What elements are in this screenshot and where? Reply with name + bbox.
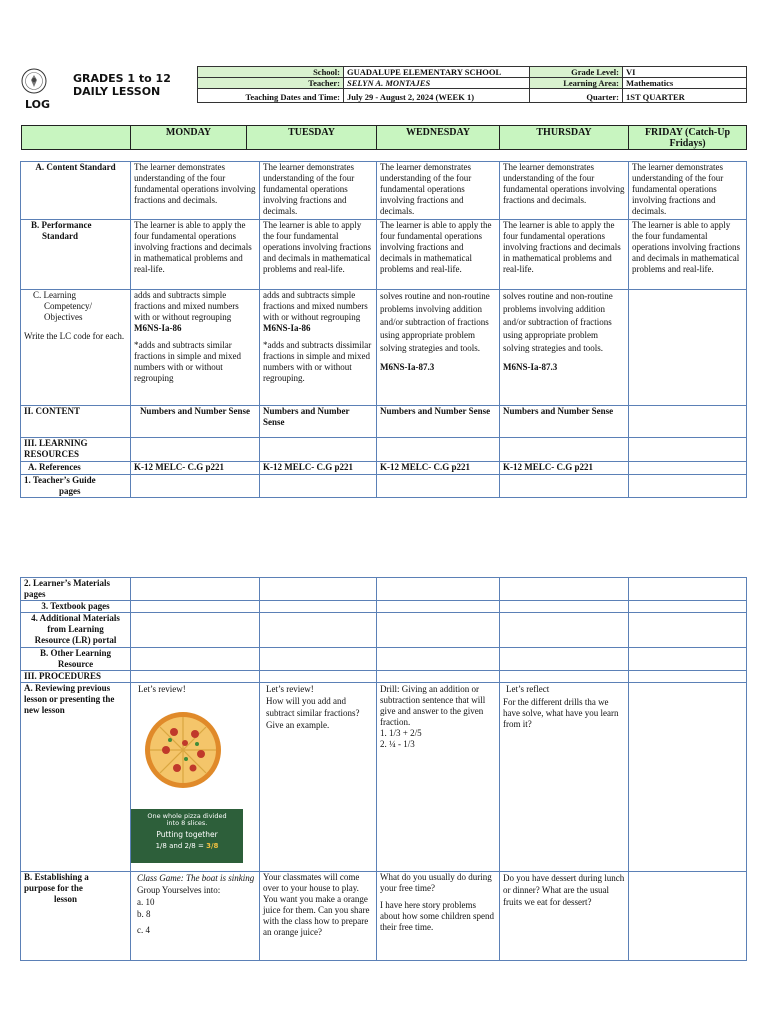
pizza-eq-result: 3/8	[206, 842, 219, 850]
teachers-guide-label-b: pages	[59, 486, 81, 496]
day-tuesday: TUESDAY	[247, 126, 377, 150]
purpose-fri	[629, 872, 747, 961]
competency-note: Write the LC code for each.	[24, 331, 125, 341]
empty-cell	[131, 601, 260, 613]
review-wed-1: 1. 1/3 + 2/5	[380, 728, 422, 738]
purpose-mon-1: Group Yourselves into:	[137, 885, 221, 895]
pizza-caption-3: Putting together	[156, 830, 218, 839]
empty-cell	[377, 438, 500, 462]
days-header	[21, 125, 747, 150]
content-thu: Numbers and Number Sense	[500, 406, 629, 438]
empty-cell	[260, 671, 377, 683]
performance-standard-wed: The learner is able to apply the four fundamental operations involving fractions and decimals in mathematical problems and real-life.	[377, 220, 500, 290]
row-content	[21, 406, 747, 438]
review-thu-b: For the different drills tha we have solve, what have you learn from it?	[503, 697, 619, 729]
dates-value: July 29 - August 2, 2024 (WEEK 1)	[344, 89, 530, 103]
competency-mon-text2: *adds and subtracts similar fractions in simple and mixed numbers with or without regrouping	[134, 340, 241, 383]
row-other-resource	[21, 648, 747, 671]
empty-cell	[377, 578, 500, 601]
day-friday: FRIDAY (Catch-Up Fridays)	[629, 126, 747, 150]
competency-wed-text: solves routine and non-routine problems involving addition and/or subtraction of fractions using appropriate problem solving strategies and tools.	[380, 291, 490, 353]
purpose-thu: Do you have dessert during lunch or dinner? What are the usual fruits we eat for dessert?	[500, 872, 629, 961]
review-wed	[377, 683, 500, 872]
row-teachers-guide	[21, 475, 747, 498]
lesson-table-page1	[20, 161, 747, 498]
empty-cell	[377, 475, 500, 498]
purpose-mon-title: Class Game: The boat is sinking	[137, 873, 255, 883]
empty-cell	[131, 438, 260, 462]
references-label: A. References	[21, 462, 131, 475]
references-wed: K-12 MELC- C.G p221	[377, 462, 500, 475]
grade-value: VI	[623, 67, 747, 78]
purpose-label-c: lesson	[54, 894, 78, 904]
procedures-label: III. PROCEDURES	[21, 671, 131, 683]
review-tue-b: How will you add and subtract similar fractions? Give an example.	[266, 696, 360, 730]
review-label: A. Reviewing previous lesson or presenting the new lesson	[21, 683, 131, 872]
pizza-equation: 1/8 and 2/8 = 3/8	[155, 842, 219, 850]
purpose-wed-b: I have here story problems about how some children spend their free time.	[380, 900, 494, 932]
content-standard-tue: The learner demonstrates understanding of the four fundamental operations involving fractions and decimals.	[260, 162, 377, 220]
performance-standard-tue: The learner is able to apply the four fundamental operations involving fractions and decimals in mathematical problems and real-life.	[260, 220, 377, 290]
other-label-b: Resource	[57, 659, 94, 669]
performance-label-b: Standard	[42, 231, 79, 241]
empty-cell	[260, 578, 377, 601]
performance-standard-label	[21, 220, 131, 290]
empty-cell	[260, 648, 377, 671]
learning-resources-label-b: RESOURCES	[24, 449, 80, 459]
empty-cell	[131, 648, 260, 671]
review-wed-2: 2. ¼ - 1/3	[380, 739, 415, 749]
content-tue: Numbers and Number Sense	[260, 406, 377, 438]
day-monday: MONDAY	[131, 126, 247, 150]
competency-thu-text: solves routine and non-routine problems involving addition and/or subtraction of fractions using appropriate problem solving strategies and tools.	[503, 291, 613, 353]
references-thu: K-12 MELC- C.G p221	[500, 462, 629, 475]
form-title	[73, 72, 171, 98]
row-competency	[21, 290, 747, 406]
additional-materials-label	[21, 613, 131, 648]
row-performance-standard	[21, 220, 747, 290]
learning-resources-label-a: III. LEARNING	[24, 438, 88, 448]
competency-fri	[629, 290, 747, 406]
grade-label: Grade Level:	[530, 67, 623, 78]
performance-standard-fri: The learner is able to apply the four fundamental operations involving fractions and decimals in mathematical problems and real-life.	[629, 220, 747, 290]
pizza-caption-1: One whole pizza divided	[147, 812, 227, 820]
empty-cell	[131, 671, 260, 683]
review-mon-text: Let’s review!	[138, 684, 186, 694]
empty-cell	[629, 601, 747, 613]
empty-cell	[260, 601, 377, 613]
learners-materials-label	[21, 578, 131, 601]
pizza-caption-2: into 8 slices.	[166, 819, 208, 827]
empty-cell	[500, 671, 629, 683]
purpose-wed	[377, 872, 500, 961]
empty-cell	[377, 671, 500, 683]
empty-cell	[629, 648, 747, 671]
empty-cell	[377, 613, 500, 648]
days-header-blank	[22, 126, 131, 150]
performance-label-a: B. Performance	[31, 220, 92, 230]
competency-label-c: Objectives	[44, 312, 83, 322]
purpose-label-a: B. Establishing a	[24, 872, 89, 882]
competency-label-cell	[21, 290, 131, 406]
content-label: II. CONTENT	[21, 406, 131, 438]
row-learners-materials	[21, 578, 747, 601]
empty-cell	[500, 438, 629, 462]
teachers-guide-label-a: 1. Teacher’s Guide	[24, 475, 96, 485]
additional-label-b: from Learning	[47, 624, 104, 634]
content-standard-wed: The learner demonstrates understanding of the four fundamental operations involving fractions and decimals.	[377, 162, 500, 220]
pizza-icon	[141, 710, 225, 790]
quarter-label: Quarter:	[530, 89, 623, 103]
title-line-3: LOG	[25, 98, 50, 111]
chalkboard-image	[131, 809, 243, 863]
area-label: Learning Area:	[530, 78, 623, 89]
other-resource-label	[21, 648, 131, 671]
row-learning-resources	[21, 438, 747, 462]
content-standard-label: A. Content Standard	[21, 162, 131, 220]
references-tue: K-12 MELC- C.G p221	[260, 462, 377, 475]
textbook-label: 3. Textbook pages	[21, 601, 131, 613]
content-standard-fri: The learner demonstrates understanding of the four fundamental operations involving fractions and decimals.	[629, 162, 747, 220]
additional-label-a: 4. Additional Materials	[31, 613, 120, 623]
competency-mon-text: adds and subtracts simple fractions and mixed numbers with or without regrouping	[134, 290, 239, 322]
row-additional-materials	[21, 613, 747, 648]
area-value: Mathematics	[623, 78, 747, 89]
other-label-a: B. Other Learning	[39, 648, 112, 658]
purpose-mon-4: c. 4	[137, 925, 150, 935]
empty-cell	[629, 671, 747, 683]
empty-cell	[500, 578, 629, 601]
pizza-image	[141, 710, 259, 793]
purpose-mon-2: a. 10	[137, 897, 155, 907]
pizza-eq-a: 1/8	[155, 842, 167, 850]
additional-label-c: Resource (LR) portal	[34, 635, 117, 645]
day-wednesday: WEDNESDAY	[377, 126, 500, 150]
day-thursday: THURSDAY	[500, 126, 629, 150]
content-mon: Numbers and Number Sense	[131, 406, 260, 438]
review-thu-a: Let’s reflect	[506, 684, 550, 694]
empty-cell	[500, 613, 629, 648]
content-standard-mon: The learner demonstrates understanding of the four fundamental operations involving fractions and decimals.	[131, 162, 260, 220]
empty-cell	[131, 475, 260, 498]
performance-standard-thu: The learner is able to apply the four fundamental operations involving fractions and decimals in mathematical problems and real-life.	[500, 220, 629, 290]
content-standard-thu: The learner demonstrates understanding of the four fundamental operations involving fractions and decimals.	[500, 162, 629, 220]
empty-cell	[629, 613, 747, 648]
header-info-table	[197, 66, 747, 103]
review-tue	[260, 683, 377, 872]
learning-resources-label	[21, 438, 131, 462]
row-textbook	[21, 601, 747, 613]
row-purpose	[21, 872, 747, 961]
empty-cell	[629, 578, 747, 601]
quarter-value: 1ST QUARTER	[623, 89, 747, 103]
teacher-label: Teacher:	[198, 78, 344, 89]
dates-label: Teaching Dates and Time:	[198, 89, 344, 103]
school-value: GUADALUPE ELEMENTARY SCHOOL	[344, 67, 530, 78]
empty-cell	[500, 601, 629, 613]
empty-cell	[260, 475, 377, 498]
content-wed: Numbers and Number Sense	[377, 406, 500, 438]
empty-cell	[260, 613, 377, 648]
teacher-value: SELYN A. MONTAJES	[344, 78, 530, 89]
purpose-wed-a: What do you usually do during your free time?	[380, 872, 492, 893]
row-review	[21, 683, 747, 872]
competency-tue-text2: *adds and subtracts dissimilar fractions in simple and mixed numbers with or without regrouping.	[263, 340, 372, 383]
purpose-mon	[131, 872, 260, 961]
competency-tue	[260, 290, 377, 406]
competency-tue-code: M6NS-Ia-86	[263, 323, 311, 333]
empty-cell	[260, 438, 377, 462]
purpose-label-b: purpose for the	[24, 883, 83, 893]
row-content-standard	[21, 162, 747, 220]
competency-wed	[377, 290, 500, 406]
content-fri	[629, 406, 747, 438]
empty-cell	[131, 613, 260, 648]
lesson-table-page2	[20, 577, 747, 961]
review-mon	[131, 683, 260, 872]
deped-seal	[21, 68, 47, 94]
competency-mon	[131, 290, 260, 406]
empty-cell	[377, 648, 500, 671]
learners-materials-label-a: 2. Learner’s Materials	[24, 578, 111, 588]
empty-cell	[500, 648, 629, 671]
empty-cell	[500, 475, 629, 498]
row-references	[21, 462, 747, 475]
competency-label-a: C. Learning	[33, 290, 76, 300]
purpose-label	[21, 872, 131, 961]
purpose-tue: Your classmates will come over to your house to play. You want you make a orange juice for them. Can you share with the class how to prepare an orange juice?	[260, 872, 377, 961]
competency-tue-text: adds and subtracts simple fractions and mixed numbers with or without regrouping	[263, 290, 368, 322]
title-line-1: GRADES 1 to 12	[73, 72, 171, 85]
competency-label-b: Competency/	[44, 301, 92, 311]
review-thu	[500, 683, 629, 872]
empty-cell	[629, 475, 747, 498]
learners-materials-label-b: pages	[24, 589, 46, 599]
row-procedures	[21, 671, 747, 683]
pizza-eq-b: 2/8	[184, 842, 196, 850]
competency-thu	[500, 290, 629, 406]
empty-cell	[629, 438, 747, 462]
competency-wed-code: M6NS-Ia-87.3	[380, 362, 435, 372]
review-tue-a: Let’s review!	[266, 684, 314, 694]
performance-standard-mon: The learner is able to apply the four fundamental operations involving fractions and decimals in mathematical problems and real-life.	[131, 220, 260, 290]
empty-cell	[377, 601, 500, 613]
pizza-eq-and: and	[169, 842, 183, 850]
purpose-mon-3: b. 8	[137, 909, 151, 919]
title-line-2: DAILY LESSON	[73, 85, 161, 98]
competency-mon-code: M6NS-Ia-86	[134, 323, 182, 333]
competency-thu-code: M6NS-Ia-87.3	[503, 362, 558, 372]
review-fri	[629, 683, 747, 872]
teachers-guide-label	[21, 475, 131, 498]
references-mon: K-12 MELC- C.G p221	[131, 462, 260, 475]
references-fri	[629, 462, 747, 475]
school-label: School:	[198, 67, 344, 78]
review-wed-a: Drill: Giving an addition or subtraction sentence that will give and answer to the given fraction.	[380, 684, 486, 727]
empty-cell	[131, 578, 260, 601]
